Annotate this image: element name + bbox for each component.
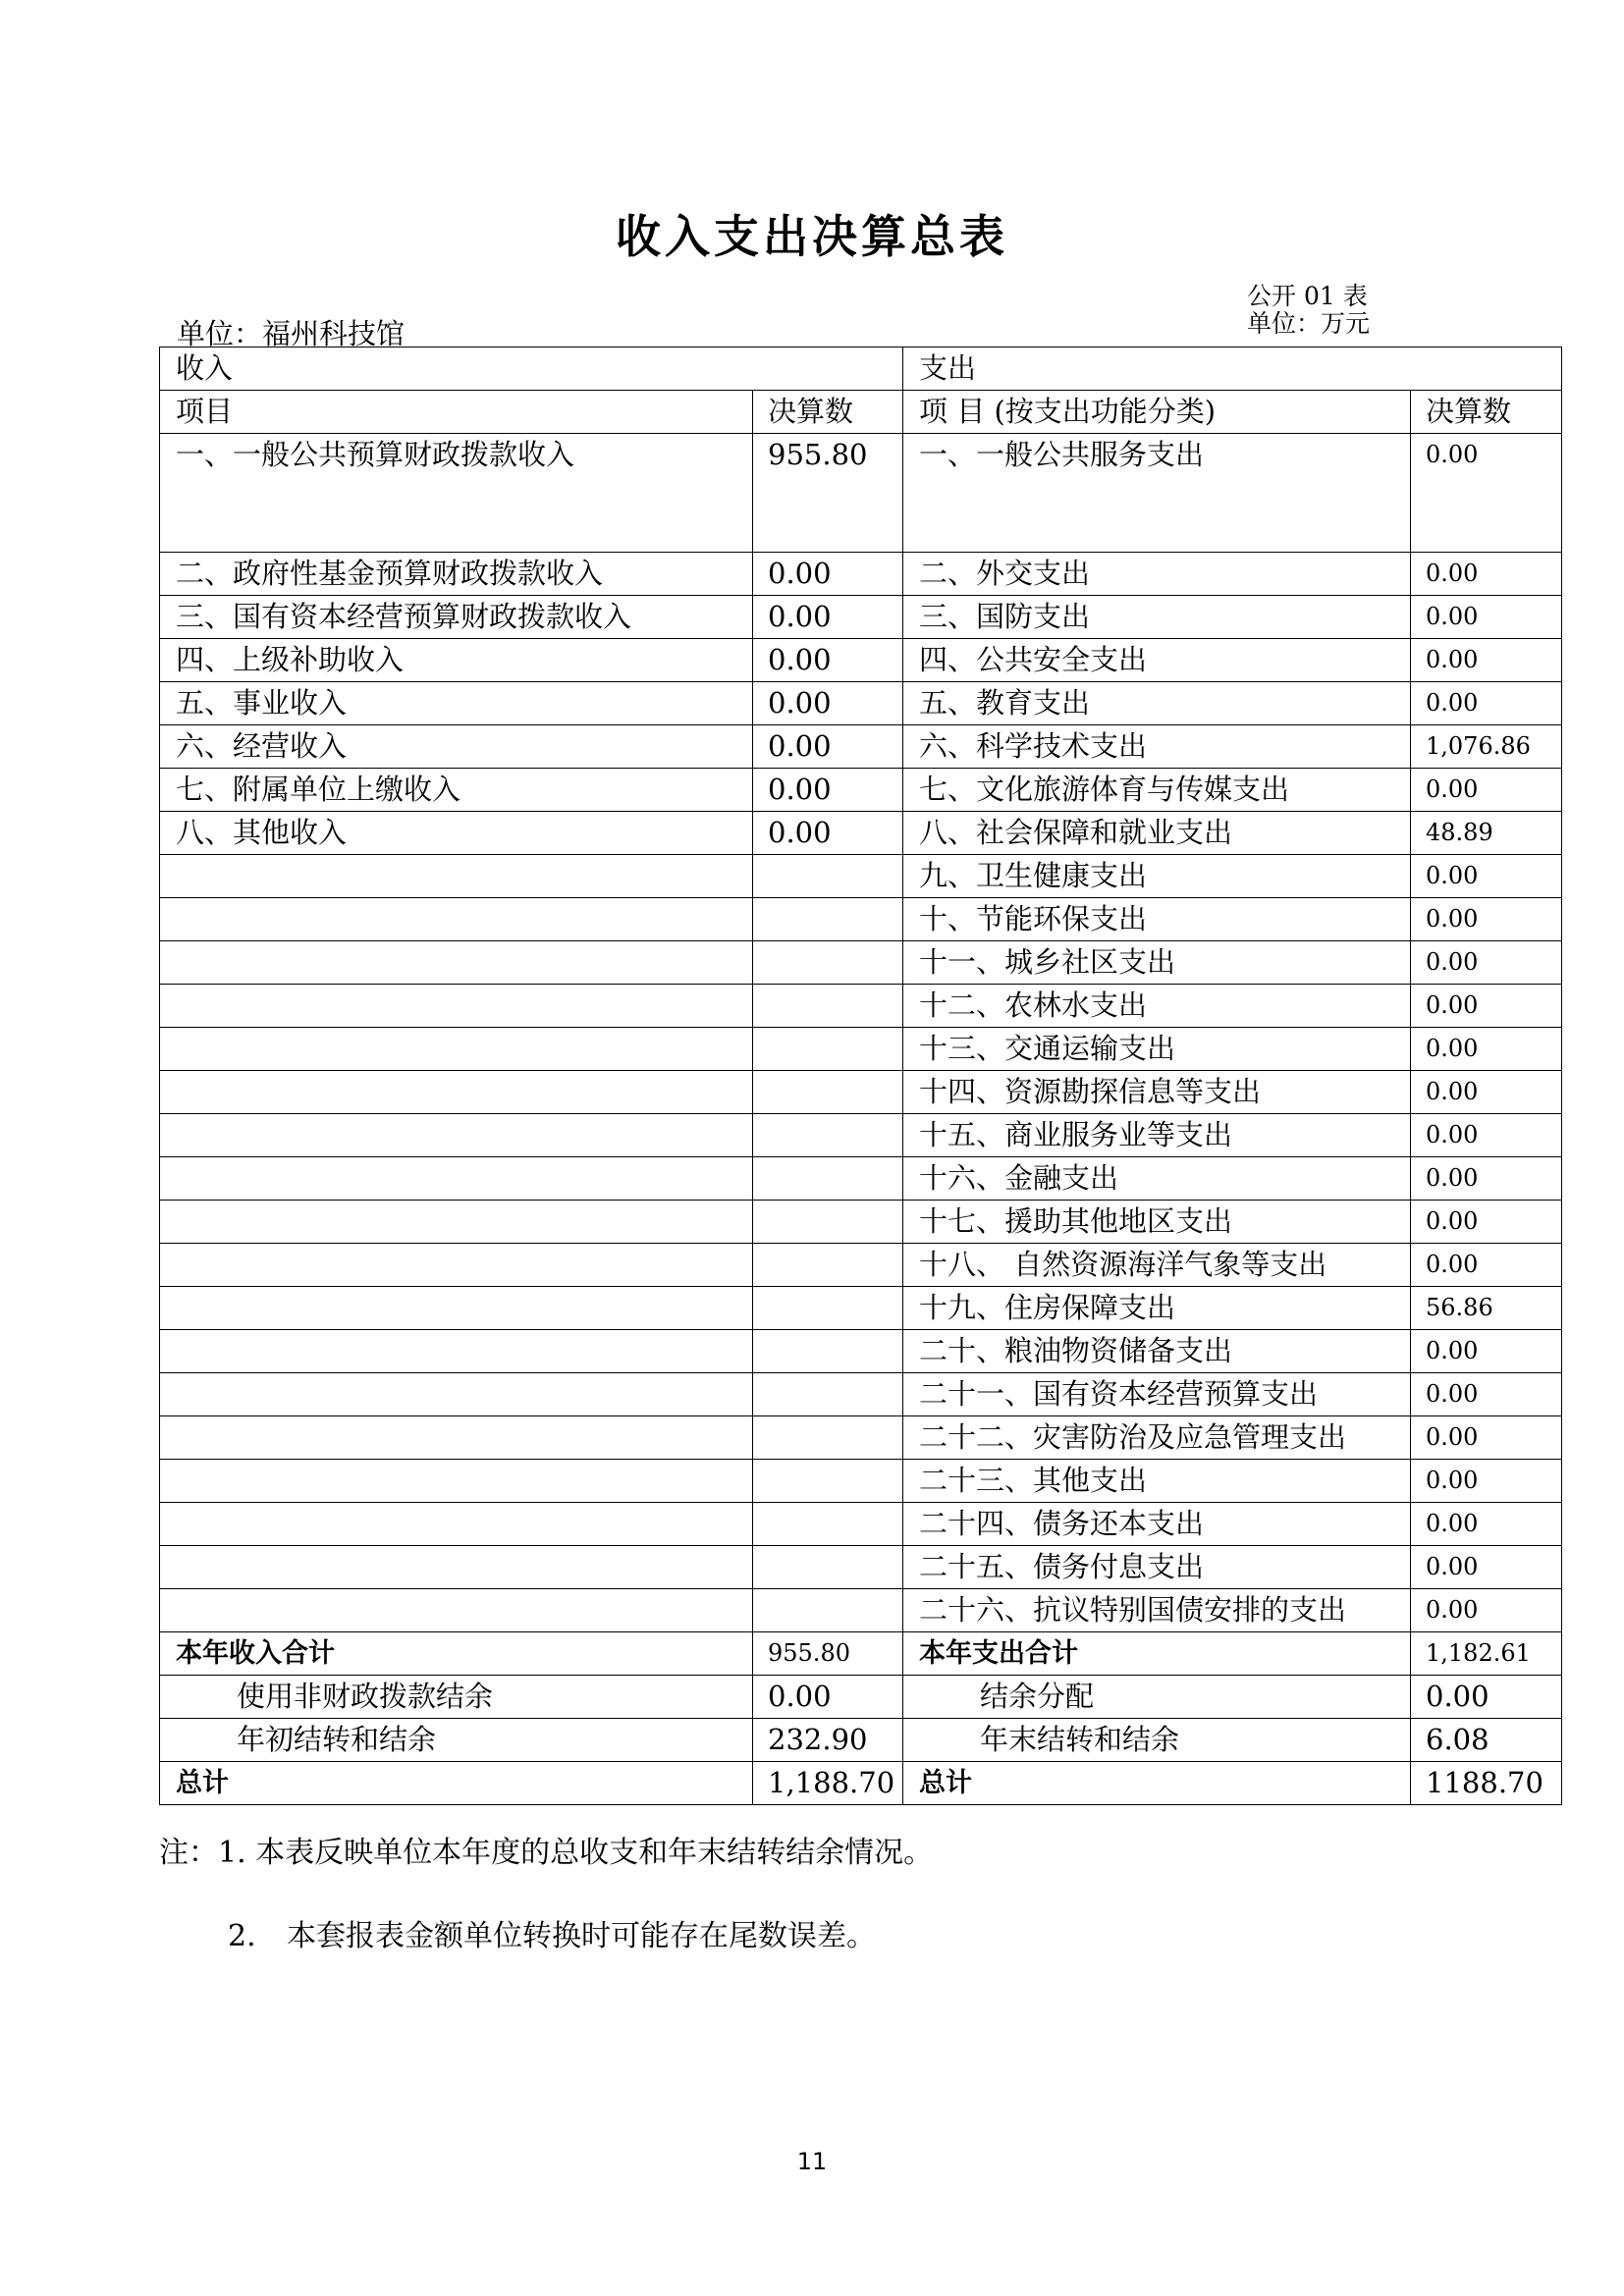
income-amount [753, 1503, 903, 1546]
income-item [160, 1416, 753, 1460]
income-item [160, 855, 753, 898]
income-amount: 0.00 [753, 596, 903, 639]
grand-total-expense: 1188.70 [1411, 1762, 1562, 1805]
expense-amount: 0.00 [1411, 596, 1562, 639]
expense-item: 二十一、国有资本经营预算支出 [903, 1373, 1411, 1416]
grand-total-income: 1,188.70 [753, 1762, 903, 1805]
income-item [160, 1589, 753, 1632]
expense-header: 支出 [903, 347, 1562, 391]
income-amount [753, 1416, 903, 1460]
table-row [160, 596, 1562, 639]
end-balance-amount: 6.08 [1411, 1719, 1562, 1762]
expense-item: 十一、城乡社区支出 [903, 941, 1411, 985]
income-item: 三、国有资本经营预算财政拨款收入 [160, 596, 753, 639]
expense-item: 三、国防支出 [903, 596, 1411, 639]
table-row [160, 1201, 1562, 1244]
expense-item: 九、卫生健康支出 [903, 855, 1411, 898]
expense-item: 四、公共安全支出 [903, 639, 1411, 682]
income-amount-header: 决算数 [753, 391, 903, 434]
income-item: 六、经营收入 [160, 725, 753, 769]
table-row [160, 682, 1562, 725]
table-row [160, 1028, 1562, 1071]
income-item [160, 1460, 753, 1503]
expense-amount: 0.00 [1411, 1201, 1562, 1244]
expense-amount: 0.00 [1411, 1114, 1562, 1157]
expense-item: 十七、援助其他地区支出 [903, 1201, 1411, 1244]
expense-item: 二十三、其他支出 [903, 1460, 1411, 1503]
expense-item: 十三、交通运输支出 [903, 1028, 1411, 1071]
total-row [160, 1676, 1562, 1719]
surplus-dist-label: 结余分配 [903, 1676, 1411, 1719]
expense-item: 二、外交支出 [903, 553, 1411, 596]
expense-item: 一、一般公共服务支出 [903, 434, 1411, 553]
expense-item: 七、文化旅游体育与传媒支出 [903, 769, 1411, 812]
expense-item-header: 项 目 (按支出功能分类) [903, 391, 1411, 434]
expense-item: 十八、 自然资源海洋气象等支出 [903, 1244, 1411, 1287]
begin-balance-amount: 232.90 [753, 1719, 903, 1762]
grand-total-expense-label: 总计 [903, 1762, 1411, 1805]
income-expense-table [159, 347, 1562, 1805]
income-amount [753, 855, 903, 898]
income-item [160, 1244, 753, 1287]
note-2-number: 2. [228, 1919, 256, 1953]
income-amount [753, 985, 903, 1028]
expense-amount: 0.00 [1411, 1503, 1562, 1546]
income-item: 四、上级补助收入 [160, 639, 753, 682]
section-header-row [160, 347, 1562, 391]
expense-item: 十九、住房保障支出 [903, 1287, 1411, 1330]
form-code: 公开 01 表 [1247, 282, 1368, 310]
income-amount [753, 1460, 903, 1503]
expense-item: 二十、粮油物资储备支出 [903, 1330, 1411, 1373]
nonfiscal-label: 使用非财政拨款结余 [160, 1676, 753, 1719]
expense-amount: 0.00 [1411, 855, 1562, 898]
table-row [160, 1460, 1562, 1503]
table-row [160, 1503, 1562, 1546]
table-row [160, 941, 1562, 985]
expense-item: 二十五、债务付息支出 [903, 1546, 1411, 1589]
table-row [160, 1589, 1562, 1632]
income-item [160, 1287, 753, 1330]
income-amount: 0.00 [753, 553, 903, 596]
income-amount [753, 1373, 903, 1416]
end-balance-label: 年末结转和结余 [903, 1719, 1411, 1762]
income-amount: 0.00 [753, 769, 903, 812]
expense-amount: 0.00 [1411, 553, 1562, 596]
income-item [160, 1503, 753, 1546]
income-item [160, 1201, 753, 1244]
expense-item: 十五、商业服务业等支出 [903, 1114, 1411, 1157]
table-row [160, 769, 1562, 812]
income-amount [753, 898, 903, 941]
expense-item: 十二、农林水支出 [903, 985, 1411, 1028]
expense-item: 二十四、债务还本支出 [903, 1503, 1411, 1546]
income-amount [753, 1546, 903, 1589]
income-amount [753, 1287, 903, 1330]
expense-amount: 0.00 [1411, 434, 1562, 553]
unit-left: 单位：福州科技馆 [177, 317, 406, 350]
table-row [160, 1546, 1562, 1589]
begin-balance-label: 年初结转和结余 [160, 1719, 753, 1762]
total-row [160, 1719, 1562, 1762]
expense-amount: 0.00 [1411, 1028, 1562, 1071]
income-header: 收入 [160, 347, 903, 391]
expense-amount: 1,076.86 [1411, 725, 1562, 769]
expense-amount: 0.00 [1411, 769, 1562, 812]
expense-amount: 0.00 [1411, 1244, 1562, 1287]
income-amount [753, 1114, 903, 1157]
income-amount [753, 1589, 903, 1632]
expense-amount: 56.86 [1411, 1287, 1562, 1330]
expense-item: 六、科学技术支出 [903, 725, 1411, 769]
table-row [160, 434, 1562, 553]
table-row [160, 855, 1562, 898]
income-item: 二、政府性基金预算财政拨款收入 [160, 553, 753, 596]
income-item [160, 1373, 753, 1416]
income-amount: 0.00 [753, 725, 903, 769]
income-amount [753, 1028, 903, 1071]
table-row [160, 725, 1562, 769]
table-row [160, 1416, 1562, 1460]
expense-amount: 0.00 [1411, 898, 1562, 941]
table-row [160, 1330, 1562, 1373]
page-number: 11 [796, 2148, 828, 2175]
expense-item: 十六、金融支出 [903, 1157, 1411, 1201]
income-amount [753, 941, 903, 985]
expense-amount: 0.00 [1411, 1071, 1562, 1114]
table-row [160, 553, 1562, 596]
income-item [160, 1546, 753, 1589]
income-item: 八、其他收入 [160, 812, 753, 855]
income-item [160, 898, 753, 941]
expense-amount: 0.00 [1411, 1546, 1562, 1589]
expense-amount: 0.00 [1411, 941, 1562, 985]
expense-amount: 0.00 [1411, 1589, 1562, 1632]
table-row [160, 1114, 1562, 1157]
income-item [160, 941, 753, 985]
surplus-dist-amount: 0.00 [1411, 1676, 1562, 1719]
note-2 [228, 1911, 876, 1954]
income-item: 七、附属单位上缴收入 [160, 769, 753, 812]
expense-amount: 0.00 [1411, 1373, 1562, 1416]
expense-item: 二十六、抗议特别国债安排的支出 [903, 1589, 1411, 1632]
expense-amount: 0.00 [1411, 1157, 1562, 1201]
expense-item: 五、教育支出 [903, 682, 1411, 725]
unit-right: 单位：万元 [1247, 309, 1371, 338]
expense-item: 十、节能环保支出 [903, 898, 1411, 941]
income-amount [753, 1157, 903, 1201]
total-row [160, 1632, 1562, 1676]
note-2-text: 本套报表金额单位转换时可能存在尾数误差。 [287, 1919, 876, 1953]
income-item-header: 项目 [160, 391, 753, 434]
income-amount: 0.00 [753, 812, 903, 855]
expense-amount: 0.00 [1411, 985, 1562, 1028]
total-row [160, 1762, 1562, 1805]
column-header-row [160, 391, 1562, 434]
income-total-label: 本年收入合计 [160, 1632, 753, 1676]
income-amount [753, 1330, 903, 1373]
income-item: 一、一般公共预算财政拨款收入 [160, 434, 753, 553]
note-1: 注：1. 本表反映单位本年度的总收支和年末结转结余情况。 [159, 1836, 934, 1870]
table-row [160, 1244, 1562, 1287]
expense-amount: 0.00 [1411, 682, 1562, 725]
income-item [160, 1330, 753, 1373]
expense-total-label: 本年支出合计 [903, 1632, 1411, 1676]
expense-total: 1,182.61 [1411, 1632, 1562, 1676]
income-amount [753, 1201, 903, 1244]
expense-amount: 0.00 [1411, 639, 1562, 682]
table-row [160, 1157, 1562, 1201]
table-row [160, 898, 1562, 941]
expense-amount: 48.89 [1411, 812, 1562, 855]
income-item [160, 1028, 753, 1071]
expense-item: 十四、资源勘探信息等支出 [903, 1071, 1411, 1114]
income-item [160, 985, 753, 1028]
expense-amount: 0.00 [1411, 1330, 1562, 1373]
nonfiscal-amount: 0.00 [753, 1676, 903, 1719]
income-item [160, 1157, 753, 1201]
income-total: 955.80 [753, 1632, 903, 1676]
income-amount [753, 1071, 903, 1114]
income-item [160, 1114, 753, 1157]
expense-amount: 0.00 [1411, 1416, 1562, 1460]
income-item: 五、事业收入 [160, 682, 753, 725]
expense-amount: 0.00 [1411, 1460, 1562, 1503]
table-row [160, 985, 1562, 1028]
table-row [160, 1071, 1562, 1114]
income-amount: 955.80 [753, 434, 903, 553]
table-row [160, 639, 1562, 682]
expense-item: 二十二、灾害防治及应急管理支出 [903, 1416, 1411, 1460]
expense-amount-header: 决算数 [1411, 391, 1562, 434]
table-row [160, 1373, 1562, 1416]
table-row [160, 812, 1562, 855]
table-row [160, 1287, 1562, 1330]
page-title: 收入支出决算总表 [616, 210, 1008, 263]
expense-item: 八、社会保障和就业支出 [903, 812, 1411, 855]
income-item [160, 1071, 753, 1114]
grand-total-income-label: 总计 [160, 1762, 753, 1805]
income-amount: 0.00 [753, 639, 903, 682]
income-amount [753, 1244, 903, 1287]
income-amount: 0.00 [753, 682, 903, 725]
